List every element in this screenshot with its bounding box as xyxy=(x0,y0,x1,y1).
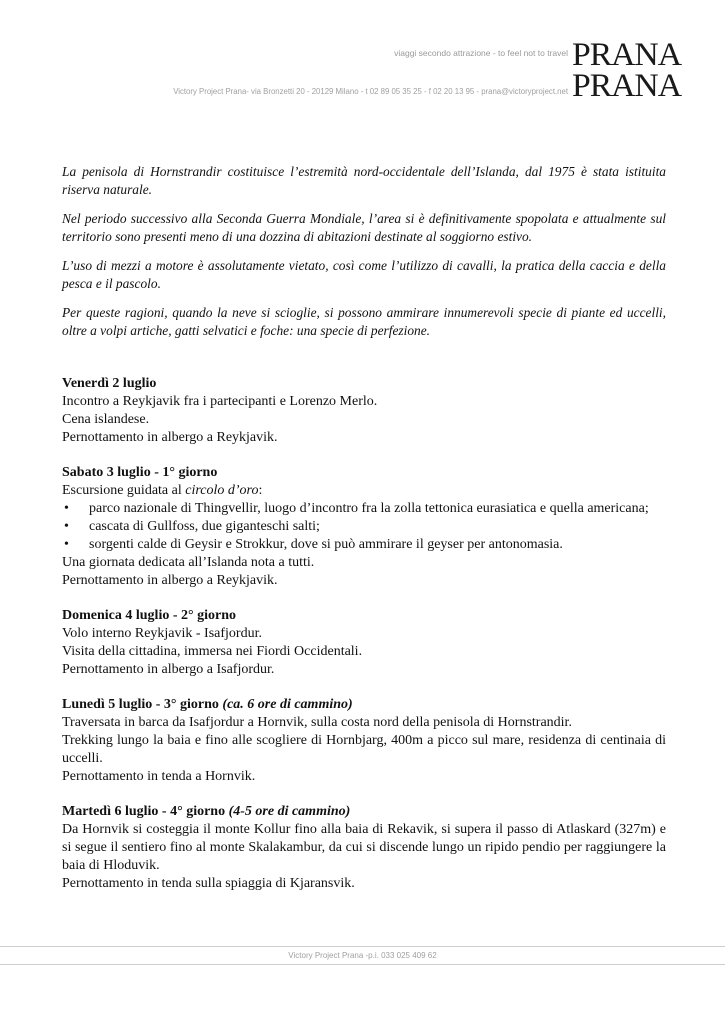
list-item xyxy=(62,500,666,518)
day-line: Traversata in barca da Isafjordur a Hornvik, sulla costa nord della penisola di Hornstrandir. xyxy=(62,715,572,730)
logo-line-1: PRANA xyxy=(572,37,681,73)
list-item xyxy=(62,536,666,554)
list-item-text: sorgenti calde di Geysir e Strokkur, dove si può ammirare il geyser per antonomasia. xyxy=(89,537,563,552)
day-title: Venerdì 2 luglio xyxy=(62,376,157,391)
intro-paragraph: Per queste ragioni, quando la neve si scioglie, si possono ammirare innumerevoli specie di piante ed uccelli, oltre a volpi artiche, gatti selvatici e foche: una specie di perfezione. xyxy=(62,305,666,338)
logo-line-2: PRANA xyxy=(572,68,681,104)
day-line: Pernottamento in tenda a Hornvik. xyxy=(62,769,256,784)
day-line: Da Hornvik si costeggia il monte Kollur fino alla baia di Rekavik, si supera il passo di Atlaskard (327m) e si segue il sentiero fino al monte Skalakambur, da cui si discende lungo un ripido pendio per raggiungere la baia di Hloduvik. xyxy=(62,822,666,873)
day-line: Pernottamento in albergo a Reykjavik. xyxy=(62,573,278,588)
day-line: Pernottamento in albergo a Isafjordur. xyxy=(62,662,275,677)
day-venerdi-2-luglio xyxy=(62,375,666,447)
day-martedi-6-luglio xyxy=(62,803,666,893)
circolo-doro-term: circolo d’oro xyxy=(185,483,259,498)
day-lunedi-5-luglio xyxy=(62,696,666,786)
excursion-bullet-list xyxy=(62,500,666,554)
day-line: Cena islandese. xyxy=(62,412,150,427)
excursion-colon: : xyxy=(258,483,263,498)
day-line: Una giornata dedicata all’Islanda nota a tutti. xyxy=(62,555,315,570)
itinerary xyxy=(62,375,666,910)
header-address: Victory Project Prana- via Bronzetti 20 - 20129 Milano - t 02 89 05 35 25 - f 02 20 13 95 - prana@victoryproject.net xyxy=(173,87,568,96)
day-sabato-3-luglio xyxy=(62,464,666,590)
day-line: Pernottamento in tenda sulla spiaggia di Kjaransvik. xyxy=(62,876,355,891)
intro-paragraph: La penisola di Hornstrandir costituisce l’estremità nord-occidentale dell’Islanda, dal 1975 è stata istituita riserva naturale. xyxy=(62,164,666,197)
day-title: Martedì 6 luglio - 4° giorno xyxy=(62,804,226,819)
day-line: Pernottamento in albergo a Reykjavik. xyxy=(62,430,278,445)
list-item xyxy=(62,518,666,536)
intro-paragraph: Nel periodo successivo alla Seconda Guerra Mondiale, l’area si è definitivamente spopolata e attualmente sul territorio sono presenti meno di una dozzina di abitazioni destinate al soggiorno estivo. xyxy=(62,211,666,244)
intro-section xyxy=(62,163,666,351)
day-title-row xyxy=(62,696,666,714)
day-title: Lunedì 5 luglio - 3° giorno xyxy=(62,697,219,712)
day-title-row xyxy=(62,803,666,821)
walking-time-note: (4-5 ore di cammino) xyxy=(228,804,351,819)
footer-text: Victory Project Prana -p.i. 033 025 409 62 xyxy=(288,951,437,960)
bullet-icon: • xyxy=(64,537,69,552)
day-domenica-4-luglio xyxy=(62,607,666,679)
list-item-text: cascata di Gullfoss, due giganteschi salti; xyxy=(89,519,320,534)
bullet-icon: • xyxy=(64,501,69,516)
bullet-icon: • xyxy=(64,519,69,534)
prana-logo xyxy=(572,37,681,110)
day-line: Incontro a Reykjavik fra i partecipanti e Lorenzo Merlo. xyxy=(62,394,378,409)
list-item-text: parco nazionale di Thingvellir, luogo d’incontro fra la zolla tettonica eurasiatica e quella americana; xyxy=(89,501,649,516)
day-title: Domenica 4 luglio - 2° giorno xyxy=(62,608,236,623)
day-line: Visita della cittadina, immersa nei Fiordi Occidentali. xyxy=(62,644,363,659)
header-tagline: viaggi secondo attrazione - to feel not to travel xyxy=(394,48,568,58)
day-line: Volo interno Reykjavik - Isafjordur. xyxy=(62,626,262,641)
walking-time-note: (ca. 6 ore di cammino) xyxy=(222,697,353,712)
day-line xyxy=(62,482,666,500)
day-title: Sabato 3 luglio - 1° giorno xyxy=(62,465,218,480)
intro-paragraph: L’uso di mezzi a motore è assolutamente vietato, così come l’utilizzo di cavalli, la pratica della caccia e della pesca e il pascolo. xyxy=(62,258,666,291)
excursion-intro: Escursione guidata al xyxy=(62,483,186,498)
day-line: Trekking lungo la baia e fino alle scogliere di Hornbjarg, 400m a picco sul mare, residenza di centinaia di uccelli. xyxy=(62,733,666,766)
